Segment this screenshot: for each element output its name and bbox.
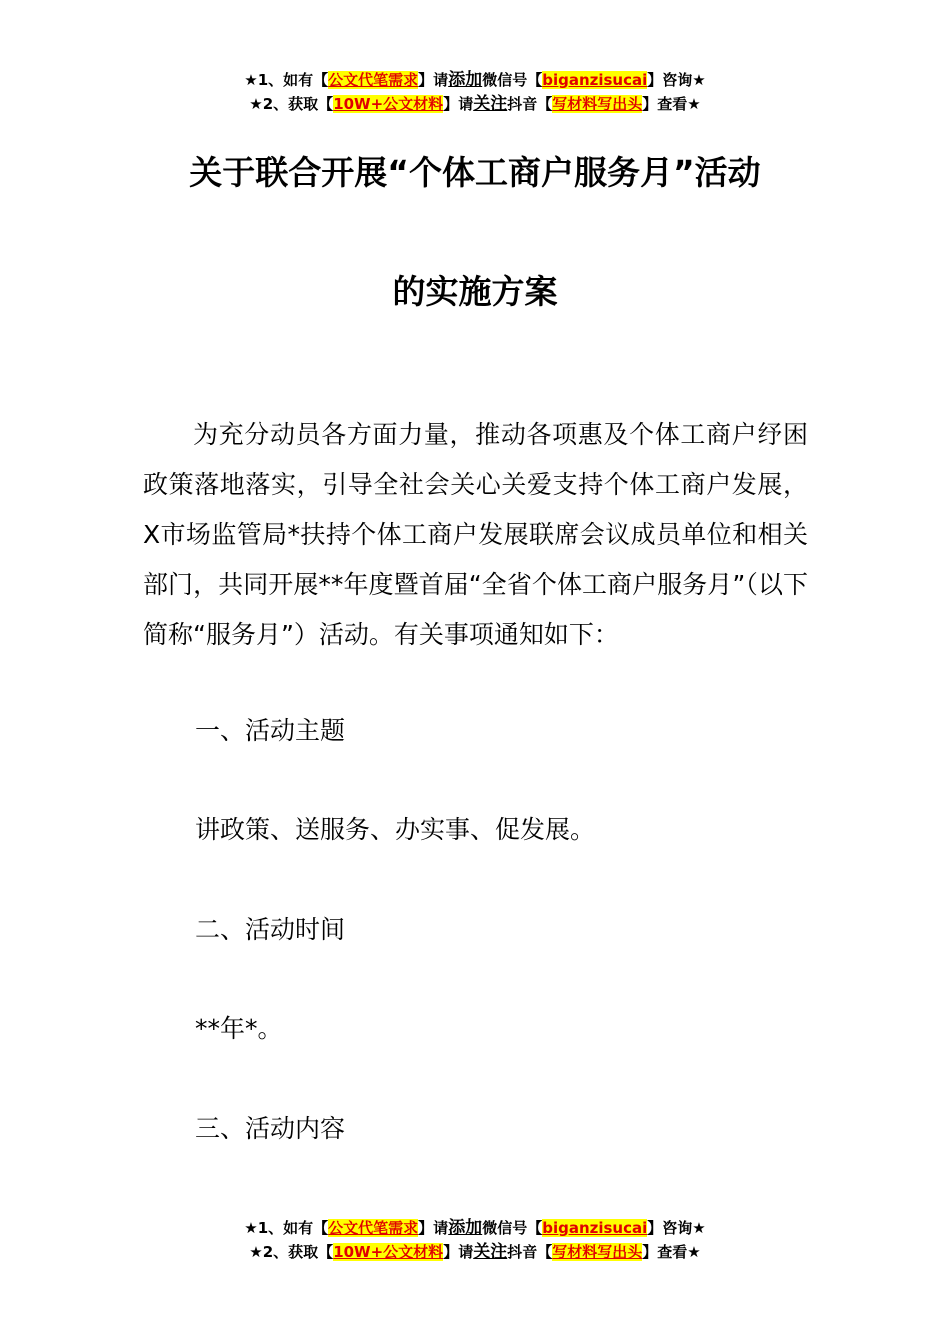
document-title-line-2: 的实施方案 xyxy=(392,272,558,311)
banner-underline: 关注 xyxy=(473,1242,508,1262)
banner-highlight: 10W+公文材料 xyxy=(333,95,444,113)
section-1-text: 讲政策、送服务、办实事、促发展。 xyxy=(195,815,596,844)
banner-underline: 添加 xyxy=(448,1218,483,1238)
banner-text: 微信号【 xyxy=(482,71,543,89)
section-2-text: **年*。 xyxy=(195,1014,283,1043)
banner-text: 】请 xyxy=(443,95,474,113)
banner-text: 】请 xyxy=(418,1219,449,1237)
section-2-heading: 二、活动时间 xyxy=(195,915,346,944)
banner-text: ★1、如有【 xyxy=(244,71,329,89)
banner-text: 微信号【 xyxy=(482,1219,543,1237)
intro-paragraph: 为充分动员各方面力量，推动各项惠及个体工商户纾困政策落地落实，引导全社会关心关爱支持个体工商户发展，X市场监管局*扶持个体工商户发展联席会议成员单位和相关部门，共同开展**年度暨首届“全省个体工商户服务月”（以下简称“服务月”）活动。有关事项通知如下： xyxy=(143,420,808,649)
banner-line-2 xyxy=(0,92,950,116)
banner-underline: 关注 xyxy=(473,94,508,114)
banner-text: 】咨询★ xyxy=(647,1219,706,1237)
banner-text: 抖音【 xyxy=(507,95,553,113)
banner-text: 】请 xyxy=(443,1243,474,1261)
banner-highlight: 写材料写出头 xyxy=(552,1243,643,1261)
banner-line-1 xyxy=(0,1216,950,1240)
banner-highlight: 公文代笔需求 xyxy=(328,71,419,89)
banner-highlight: 公文代笔需求 xyxy=(328,1219,419,1237)
banner-line-1 xyxy=(0,68,950,92)
document-title-line-1: 关于联合开展“个体工商户服务月”活动 xyxy=(189,153,761,192)
banner-text: 】查看★ xyxy=(642,1243,701,1261)
banner-underline: 添加 xyxy=(448,70,483,90)
banner-highlight: biganzisucai xyxy=(542,1219,648,1237)
banner-text: ★1、如有【 xyxy=(244,1219,329,1237)
banner-text: 】请 xyxy=(418,71,449,89)
banner-text: 】咨询★ xyxy=(647,71,706,89)
banner-highlight: 10W+公文材料 xyxy=(333,1243,444,1261)
banner-line-2 xyxy=(0,1240,950,1264)
banner-highlight: 写材料写出头 xyxy=(552,95,643,113)
footer-banner xyxy=(0,1216,950,1264)
banner-text: ★2、获取【 xyxy=(249,1243,334,1261)
section-3-heading: 三、活动内容 xyxy=(195,1114,346,1143)
banner-highlight: biganzisucai xyxy=(542,71,648,89)
section-1-heading: 一、活动主题 xyxy=(195,716,346,745)
banner-text: ★2、获取【 xyxy=(249,95,334,113)
banner-text: 】查看★ xyxy=(642,95,701,113)
banner-text: 抖音【 xyxy=(507,1243,553,1261)
header-banner xyxy=(0,68,950,116)
